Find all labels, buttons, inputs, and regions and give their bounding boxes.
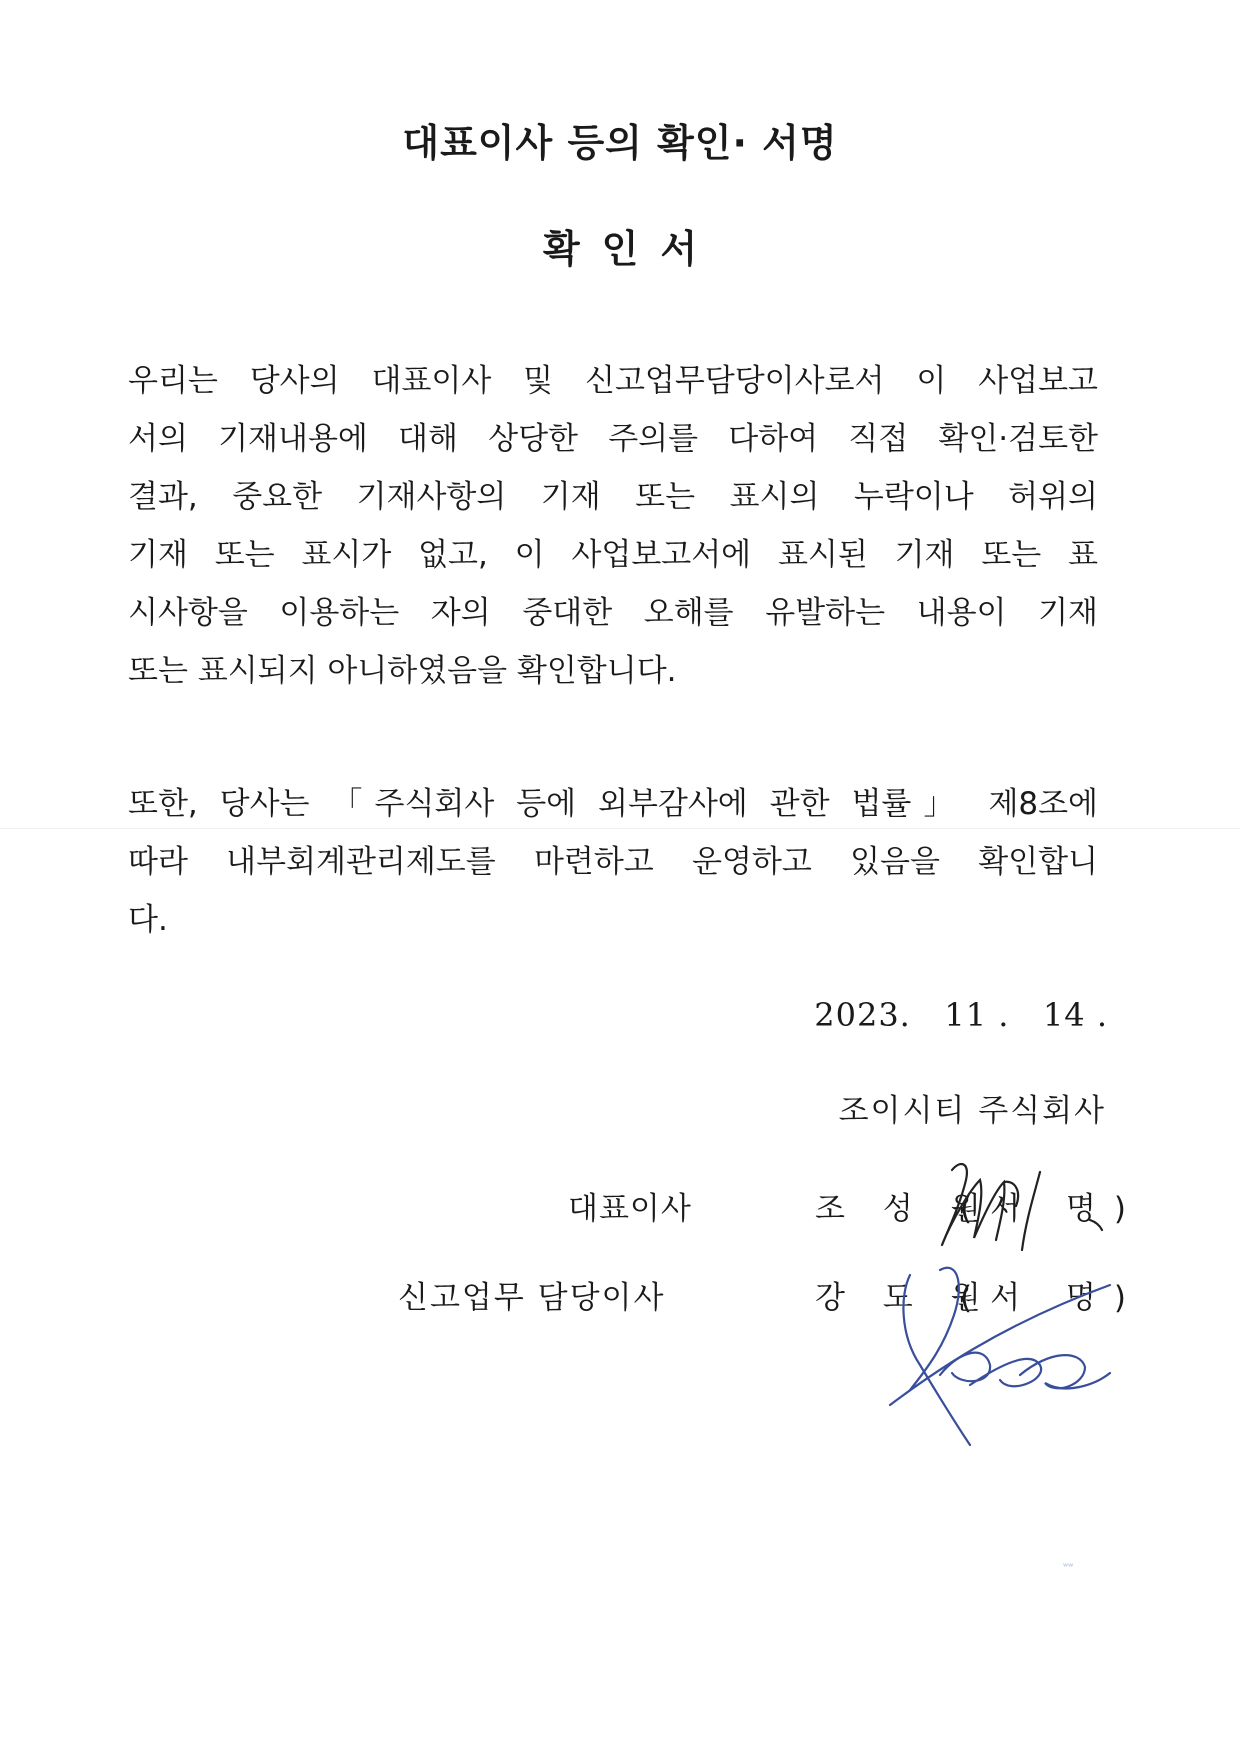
confirmation-paragraph [128,352,1098,700]
company-name: 조이시티 주식회사 [838,1093,1106,1129]
scan-artifact-speck: ʷʷ [1063,1562,1074,1573]
document-title: 대표이사 등의 확인· 서명 [402,121,838,165]
paragraph-line: 따라 내부회계관리제도를 마련하고 운영하고 있음을 확인합니 [128,844,1098,880]
internal-control-paragraph [128,775,1098,949]
paragraph-line: 우리는 당사의 대표이사 및 신고업무담당이사로서 이 사업보고 [128,363,1098,399]
paragraph-line: 또한, 당사는 「주식회사 등에 외부감사에 관한 법률」 제8조에 [128,786,1098,822]
paragraph-line: 다. [128,902,168,938]
signatory-name: 조 성 원 [815,1191,995,1227]
signature-mark: (서 명) [960,1280,1144,1316]
signatory-role: 대표이사 [568,1191,692,1227]
paragraph-line: 시사항을 이용하는 자의 중대한 오해를 유발하는 내용이 기재 [128,595,1098,631]
document-date: 2023. 11 . 14 . [814,996,1108,1034]
signatory-ceo [0,1183,1240,1233]
paragraph-line: 결과, 중요한 기재사항의 기재 또는 표시의 누락이나 허위의 [128,479,1098,515]
paragraph-line: 기재 또는 표시가 없고, 이 사업보고서에 표시된 기재 또는 표 [128,537,1098,573]
paragraph-line: 또는 표시되지 아니하였음을 확인합니다. [128,653,677,689]
signatory-role: 신고업무 담당이사 [398,1280,666,1316]
signatory-reporting-director [0,1272,1240,1322]
signature-mark: (서 명) [960,1191,1144,1227]
document-subtitle: 확인서 [542,227,720,271]
signatory-name: 강 도 원 [815,1280,995,1316]
paragraph-line: 서의 기재내용에 대해 상당한 주의를 다하여 직접 확인·검토한 [128,421,1098,457]
